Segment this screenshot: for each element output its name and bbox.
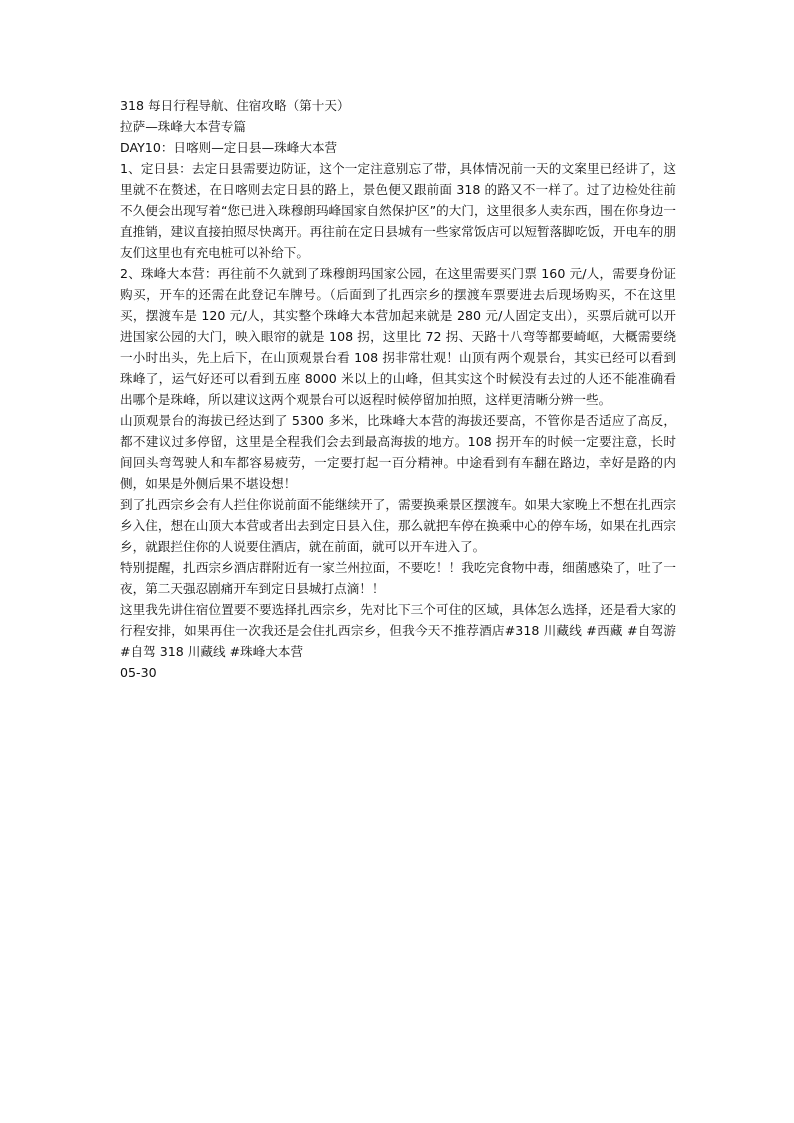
document-subtitle: 拉萨—珠峰大本营专篇 — [120, 119, 246, 134]
paragraph-altitude: 山顶观景台的海拔已经达到了 5300 多米，比珠峰大本营的海拔还要高，不管你是否适应了高反，都不建议过多停留，这里是全程我们会去到最高海拔的地方。108 拐开车的时候一定要注意，长时间回头弯驾驶人和车都容易疲劳，一定要打起一百分精神。中途看到有车翻在路边，幸好是路的内侧，如果是外侧后果不堪设想！ — [120, 413, 676, 491]
document-body — [120, 95, 676, 683]
paragraph-warning: 特别提醒，扎西宗乡酒店群附近有一家兰州拉面，不要吃！！我吃完食物中毒，细菌感染了，吐了一夜，第二天强忍剧痛开车到定日县城打点滴！！ — [120, 560, 676, 596]
document-title: 318 每日行程导航、住宿攻略（第十天） — [120, 98, 350, 113]
paragraph-base-camp: 2、珠峰大本营：再往前不久就到了珠穆朗玛国家公园，在这里需要买门票 160 元/人，需要身份证购买，开车的还需在此登记车牌号。（后面到了扎西宗乡的摆渡车票要进去后现场购买，不在这里买，摆渡车是 120 元/人，其实整个珠峰大本营加起来就是 280 元/人固定支出），买票后就可以开进国家公园的大门，映入眼帘的就是 108 拐，这里比 72 拐、天路十八弯等都要崎岖，大概需要绕一小时出头，先上后下，在山顶观景台看 108 拐非常壮观！山顶有两个观景台，其实已经可以看到珠峰了，运气好还可以看到五座 8000 米以上的山峰，但其实这个时候没有去过的人还不能准确看出哪个是珠峰，所以建议这两个观景台可以返程时候停留加拍照，这样更清晰分辨一些。 — [120, 266, 676, 407]
post-date: 05-30 — [120, 665, 157, 680]
day-heading: DAY10：日喀则—定日县—珠峰大本营 — [120, 140, 338, 155]
paragraph-lodging: 这里我先讲住宿位置要不要选择扎西宗乡，先对比下三个可住的区域，具体怎么选择，还是看大家的行程安排，如果再住一次我还是会住扎西宗乡，但我今天不推荐酒店#318 川藏线 #西藏 #自驾游 #自驾 318 川藏线 #珠峰大本营 — [120, 602, 676, 659]
paragraph-zhaxizong: 到了扎西宗乡会有人拦住你说前面不能继续开了，需要换乘景区摆渡车。如果大家晚上不想在扎西宗乡入住，想在山顶大本营或者出去到定日县入住，那么就把车停在换乘中心的停车场，如果在扎西宗乡，就跟拦住你的人说要住酒店，就在前面，就可以开车进入了。 — [120, 497, 676, 554]
paragraph-dingri: 1、定日县：去定日县需要边防证，这个一定注意别忘了带，具体情况前一天的文案里已经讲了，这里就不在赘述，在日喀则去定日县的路上，景色便又跟前面 318 的路又不一样了。过了边检处往前不久便会出现写着“您已进入珠穆朗玛峰国家自然保护区”的大门，这里很多人卖东西，围在你身边一直推销，建议直接拍照尽快离开。再往前在定日县城有一些家常饭店可以短暂落脚吃饭，开电车的朋友们这里也有充电桩可以补给下。 — [120, 161, 676, 260]
